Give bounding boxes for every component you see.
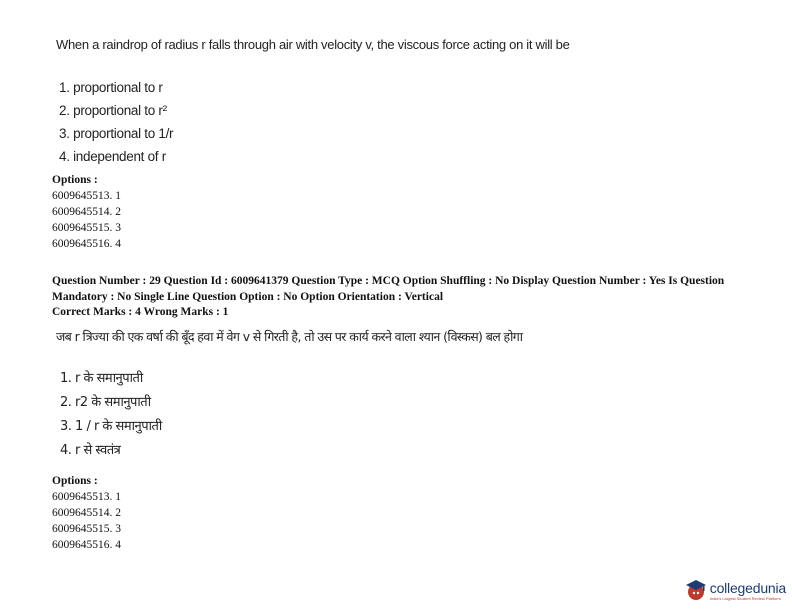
option-english: 3. proportional to 1/r bbox=[59, 126, 174, 141]
option-ids-block bbox=[52, 172, 121, 252]
option-id: 6009645515. 3 bbox=[52, 523, 121, 535]
marks-line: Correct Marks : 4 Wrong Marks : 1 bbox=[52, 306, 229, 318]
option-hindi: 3. 1 / r के समानुपाती bbox=[60, 419, 162, 434]
option-english: 1. proportional to r bbox=[59, 80, 163, 95]
option-hindi: 2. r2 के समानुपाती bbox=[60, 395, 151, 410]
options-list-english bbox=[59, 76, 173, 168]
graduation-cap-icon bbox=[685, 578, 707, 602]
logo-tagline: India's Largest Student Review Platform bbox=[709, 595, 781, 601]
question-text-hindi: जब r त्रिज्या की एक वर्षा की बूँद हवा में वेग v से गिरती है, तो उस पर कार्य करने वाला श्यान (विस्कस) बल होगा bbox=[56, 329, 523, 344]
option-id: 6009645513. 1 bbox=[52, 491, 121, 503]
option-id: 6009645513. 1 bbox=[52, 190, 121, 202]
option-id: 6009645516. 4 bbox=[52, 539, 121, 551]
options-list-hindi bbox=[60, 367, 162, 463]
option-english: 4. independent of r bbox=[59, 149, 166, 164]
option-id: 6009645514. 2 bbox=[52, 206, 121, 218]
metadata-line: Question Number : 29 Question Id : 6009641379 Question Type : MCQ Option Shuffling : No Display Question Number : Yes Is Question Mandatory : No Single Line Question Option : No Option Orientation : Vertical bbox=[52, 275, 725, 303]
logo-brand-text: collegedunia bbox=[709, 579, 786, 596]
option-hindi: 1. r के समानुपाती bbox=[60, 371, 143, 386]
option-ids-block bbox=[52, 473, 121, 553]
question-metadata bbox=[52, 274, 752, 321]
options-heading: Options : bbox=[52, 475, 98, 487]
option-id: 6009645515. 3 bbox=[52, 222, 121, 234]
option-id: 6009645516. 4 bbox=[52, 238, 121, 250]
option-english: 2. proportional to r² bbox=[59, 103, 167, 118]
option-hindi: 4. r से स्वतंत्र bbox=[60, 443, 121, 458]
collegedunia-logo bbox=[685, 578, 786, 602]
option-id: 6009645514. 2 bbox=[52, 507, 121, 519]
question-text-english: When a raindrop of radius r falls through air with velocity v, the viscous force acting on it will be bbox=[56, 37, 570, 52]
options-heading: Options : bbox=[52, 174, 98, 186]
